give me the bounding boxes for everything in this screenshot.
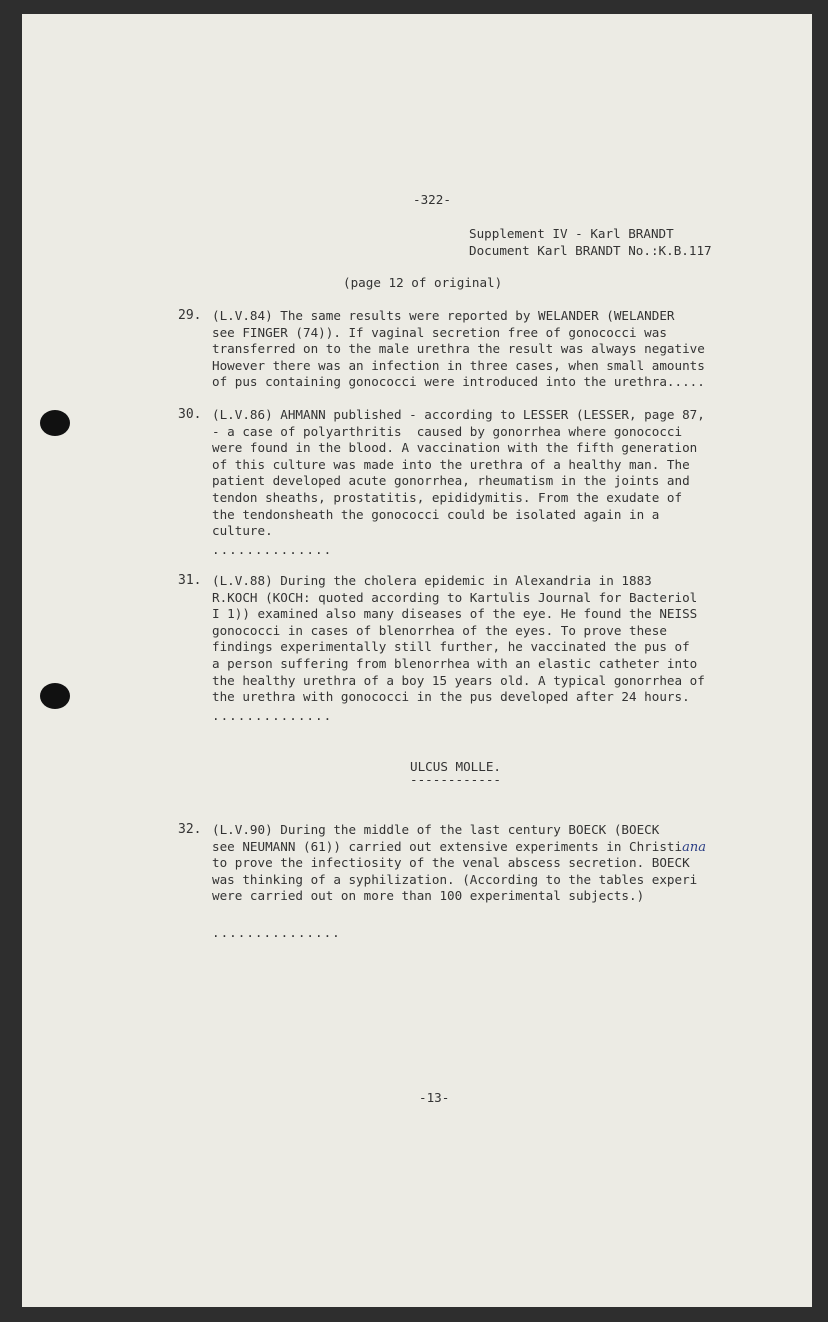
item-30-body (212, 407, 705, 557)
item-32-line: were carried out on more than 100 experimental subjects.) (212, 888, 645, 904)
item-30-line: of this culture was made into the urethra of a healthy man. The (212, 456, 690, 472)
item-30-line: (L.V.86) AHMANN published - according to LESSER (LESSER, page 87, (212, 407, 705, 422)
item-30-line: patient developed acute gonorrhea, rheumatism in the joints and (212, 473, 690, 489)
item-31-number: 31. (178, 573, 202, 588)
item-32-body (212, 822, 706, 905)
item-32-line (212, 839, 706, 856)
item-30-line: culture. (212, 523, 273, 539)
item-30-ellipsis: .............. (212, 541, 333, 557)
item-30-number: 30. (178, 407, 202, 422)
top-page-number: -322- (413, 192, 451, 207)
bottom-page-number: -13- (419, 1090, 450, 1105)
item-29-line: see FINGER (74)). If vaginal secretion free of gonococci was (212, 324, 667, 340)
item-29-body (212, 308, 705, 391)
item-29-line: However there was an infection in three cases, when small amounts (212, 357, 705, 373)
item-31-line: the urethra with gonococci in the pus developed after 24 hours. (212, 689, 690, 705)
item-30-line: were found in the blood. A vaccination with the fifth generation (212, 440, 698, 456)
page-reference: (page 12 of original) (343, 275, 503, 290)
item-30-line: the tendonsheath the gonococci could be isolated again in a (212, 506, 660, 522)
punch-hole-top (40, 410, 70, 436)
item-32-line: (L.V.90) During the middle of the last century BOECK (BOECK (212, 822, 660, 837)
item-29-number: 29. (178, 308, 202, 323)
header-line-1: Supplement IV - Karl BRANDT (469, 226, 674, 241)
header-line-2: Document Karl BRANDT No.:K.B.117 (469, 243, 712, 258)
section-title-underline: ------------ (410, 772, 501, 787)
item-31-line: a person suffering from blenorrhea with an elastic catheter into (212, 655, 698, 671)
item-31-line: findings experimentally still further, he vaccinated the pus of (212, 639, 690, 655)
item-32-line: was thinking of a syphilization. (According to the tables experi (212, 871, 698, 887)
item-29-line: transferred on to the male urethra the result was always negative (212, 341, 705, 357)
item-32-number: 32. (178, 822, 202, 837)
item-31-body (212, 573, 705, 723)
item-31-line: the healthy urethra of a boy 15 years old. A typical gonorrhea of (212, 672, 705, 688)
item-30-line: tendon sheaths, prostatitis, epididymitis. From the exudate of (212, 489, 683, 505)
item-32-line: to prove the infectiosity of the venal abscess secretion. BOECK (212, 855, 690, 871)
item-31-line: R.KOCH (KOCH: quoted according to Kartulis Journal for Bacteriol (212, 589, 698, 605)
item-32-line-text: see NEUMANN (61)) carried out extensive experiments in Christi (212, 838, 683, 854)
item-30-line: - a case of polyarthritis caused by gonorrhea where gonococci (212, 423, 683, 439)
item-31-line: I 1)) examined also many diseases of the eye. He found the NEISS (212, 606, 698, 622)
handwritten-addition: ana (682, 839, 706, 855)
item-32-ellipsis: ............... (212, 925, 341, 940)
item-29-line: (L.V.84) The same results were reported by WELANDER (WELANDER (212, 308, 675, 323)
item-31-ellipsis: .............. (212, 707, 333, 723)
section-title: ULCUS MOLLE. (410, 759, 501, 774)
item-31-line: (L.V.88) During the cholera epidemic in Alexandria in 1883 (212, 573, 652, 588)
punch-hole-bottom (40, 683, 70, 709)
item-29-line: of pus containing gonococci were introduced into the urethra..... (212, 374, 705, 390)
item-31-line: gonococci in cases of blenorrhea of the eyes. To prove these (212, 622, 667, 638)
